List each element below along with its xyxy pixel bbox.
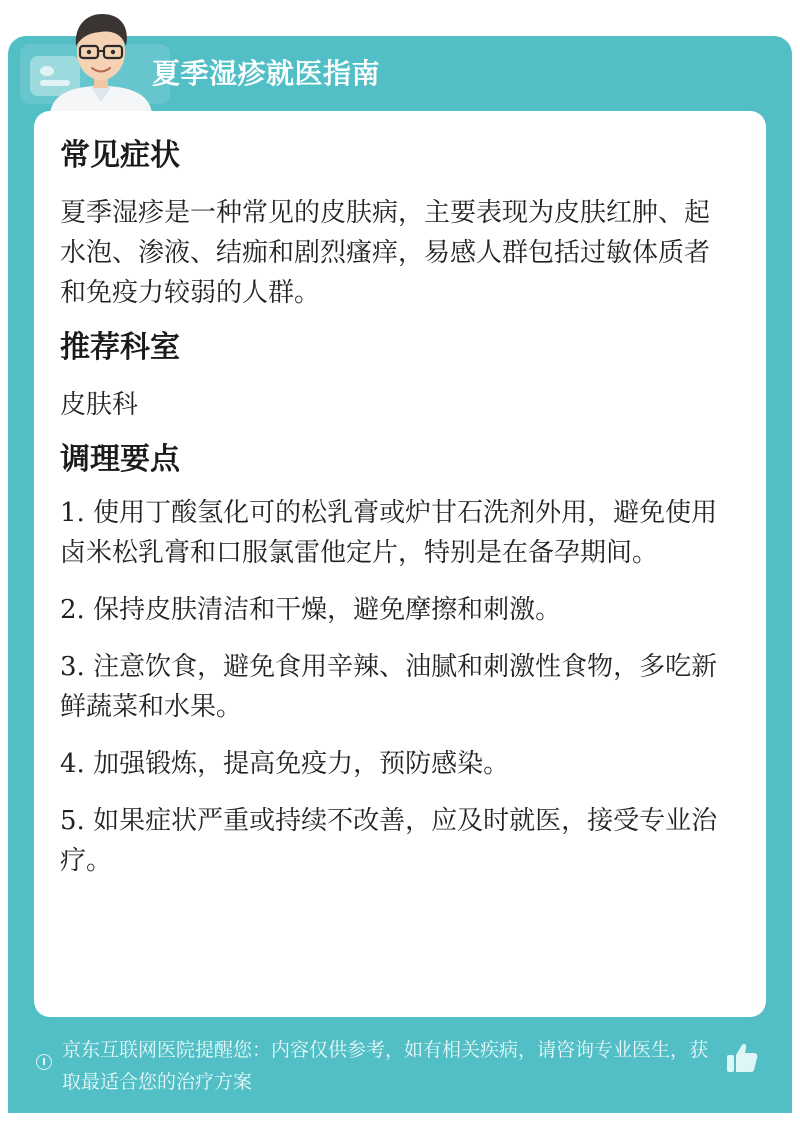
list-text: 如果症状严重或持续不改善，应及时就医，接受专业治疗。 xyxy=(60,806,718,876)
section-department xyxy=(60,323,730,425)
section-body: 夏季湿疹是一种常见的皮肤病，主要表现为皮肤红肿、起水泡、渗液、结痂和剧烈瘙痒，易感人群包括过敏体质者和免疫力较弱的人群。 xyxy=(60,198,711,308)
page-title: 夏季湿疹就医指南 xyxy=(152,57,381,90)
footer-notice: 京东互联网医院提醒您：内容仅供参考，如有相关疾病，请咨询专业医生，获取最适合您的治疗方案 xyxy=(62,1039,709,1093)
section-title: 调理要点 xyxy=(60,442,180,477)
list-text: 注意饮食，避免食用辛辣、油腻和刺激性食物，多吃新鲜蔬菜和水果。 xyxy=(60,652,718,722)
list-item xyxy=(60,801,730,881)
section-care-points xyxy=(60,435,730,881)
list-item xyxy=(60,647,730,727)
section-title: 推荐科室 xyxy=(60,330,180,365)
section-body: 皮肤科 xyxy=(60,390,139,420)
list-text: 加强锻炼，提高免疫力，预防感染。 xyxy=(93,749,510,779)
list-number: 3. xyxy=(60,652,85,682)
list-number: 1. xyxy=(60,498,85,528)
list-item xyxy=(60,493,730,573)
list-text: 保持皮肤清洁和干燥，避免摩擦和刺激。 xyxy=(93,595,562,625)
list-number: 5. xyxy=(60,806,85,836)
thumbs-up-icon[interactable] xyxy=(724,1040,760,1076)
list-item xyxy=(60,744,730,784)
info-icon xyxy=(36,1054,52,1070)
content-card xyxy=(34,111,766,1017)
list-text: 使用丁酸氢化可的松乳膏或炉甘石洗剂外用，避免使用卤米松乳膏和口服氯雷他定片，特别是在备孕期间。 xyxy=(60,498,718,568)
section-symptoms xyxy=(60,131,730,313)
section-title: 常见症状 xyxy=(60,138,180,173)
doctor-avatar-icon xyxy=(42,6,160,114)
care-list xyxy=(60,493,730,881)
list-item xyxy=(60,590,730,630)
list-number: 4. xyxy=(60,749,85,779)
list-number: 2. xyxy=(60,595,85,625)
